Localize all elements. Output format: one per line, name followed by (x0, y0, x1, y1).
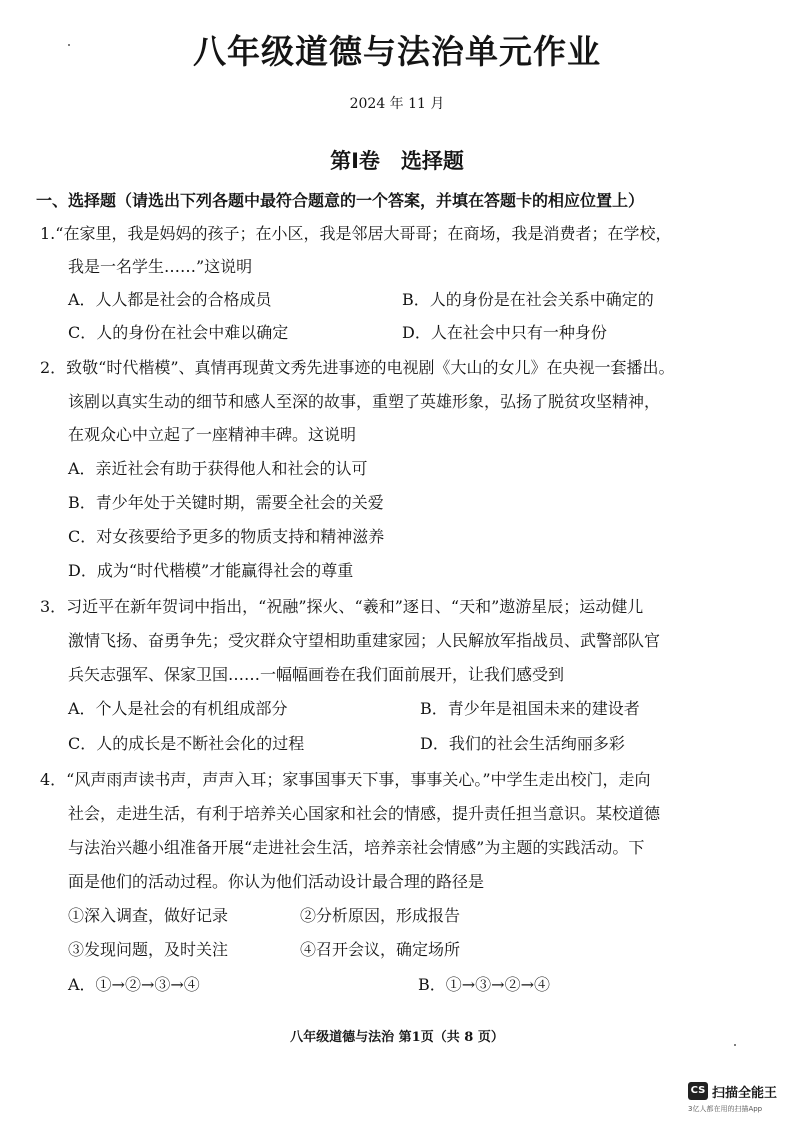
question-2-option-c: C．对女孩要给予更多的物质支持和精神滋养 (68, 527, 385, 546)
question-4-line-1: 4．“风声雨声读书声，声声入耳；家事国事天下事，事事关心。”中学生走出校门，走向 (40, 770, 651, 789)
question-3-option-d: D．我们的社会生活绚丽多彩 (420, 734, 625, 753)
document-date: 2024 年 11 月 (349, 96, 445, 112)
question-1-option-a: A．人人都是社会的合格成员 (68, 290, 272, 309)
question-4-option-b: B．①→③→②→④ (418, 975, 550, 994)
question-3-option-a: A．个人是社会的有机组成部分 (68, 699, 288, 718)
question-2-line-2: 该剧以真实生动的细节和感人至深的故事，重塑了英雄形象，弘扬了脱贫攻坚精神， (68, 392, 661, 411)
question-4-option-a: A．①→②→③→④ (68, 975, 200, 994)
question-2-option-a: A．亲近社会有助于获得他人和社会的认可 (68, 459, 368, 478)
question-2-line-1: 2．致敬“时代楷模”、真情再现黄文秀先进事迹的电视剧《大山的女儿》在央视一套播出。 (40, 358, 675, 377)
watermark-name: 扫描全能王 (712, 1086, 778, 1101)
section-instruction: 一、选择题（请选出下列各题中最符合题意的一个答案，并填在答题卡的相应位置上） (36, 191, 645, 210)
page-footer: 八年级道德与法治 第1页（共 8 页） (290, 1030, 504, 1045)
question-3-line-2: 激情飞扬、奋勇争先；受灾群众守望相助重建家园；人民解放军指战员、武警部队官 (68, 631, 661, 650)
question-1-line-1: 1.“在家里，我是妈妈的孩子；在小区，我是邻居大哥哥；在商场，我是消费者；在学校， (40, 224, 672, 243)
document-title: 八年级道德与法治单元作业 (193, 32, 601, 71)
question-3-option-b: B．青少年是祖国未来的建设者 (420, 699, 640, 718)
question-3-line-1: 3．习近平在新年贺词中指出，“祝融”探火、“羲和”逐日、“天和”遨游星辰；运动健儿 (40, 597, 644, 616)
question-1-option-b: B．人的身份是在社会关系中确定的 (402, 290, 654, 309)
question-2-option-d: D．成为“时代楷模”才能赢得社会的尊重 (68, 561, 354, 580)
question-2-option-b: B．青少年处于关键时期，需要全社会的关爱 (68, 493, 384, 512)
question-4-line-2: 社会，走进生活，有利于培养关心国家和社会的情感，提升责任担当意识。某校道德 (68, 804, 661, 823)
question-4-step-2: ②分析原因，形成报告 (300, 906, 461, 925)
question-4-step-1: ①深入调查，做好记录 (68, 906, 229, 925)
section-heading: 第Ⅰ卷 选择题 (330, 149, 464, 173)
scan-speck (68, 44, 70, 46)
question-1-line-2: 我是一名学生……”这说明 (68, 257, 253, 276)
question-3-option-c: C．人的成长是不断社会化的过程 (68, 734, 305, 753)
question-4-line-3: 与法治兴趣小组准备开展“走进社会生活，培养亲社会情感”为主题的实践活动。下 (68, 838, 645, 857)
question-1-option-d: D．人在社会中只有一种身份 (402, 323, 607, 342)
camscanner-logo-icon: CS (688, 1082, 708, 1100)
question-2-line-3: 在观众心中立起了一座精神丰碑。这说明 (68, 425, 357, 444)
question-4-step-4: ④召开会议，确定场所 (300, 940, 461, 959)
scanner-watermark (688, 1081, 788, 1117)
scan-speck (734, 1044, 736, 1046)
question-1-option-c: C．人的身份在社会中难以确定 (68, 323, 289, 342)
question-4-line-4: 面是他们的活动过程。你认为他们活动设计最合理的路径是 (68, 872, 485, 891)
watermark-tagline: 3亿人都在用的扫描App (688, 1105, 763, 1113)
question-4-step-3: ③发现问题，及时关注 (68, 940, 229, 959)
question-3-line-3: 兵矢志强军、保家卫国……一幅幅画卷在我们面前展开，让我们感受到 (68, 665, 565, 684)
